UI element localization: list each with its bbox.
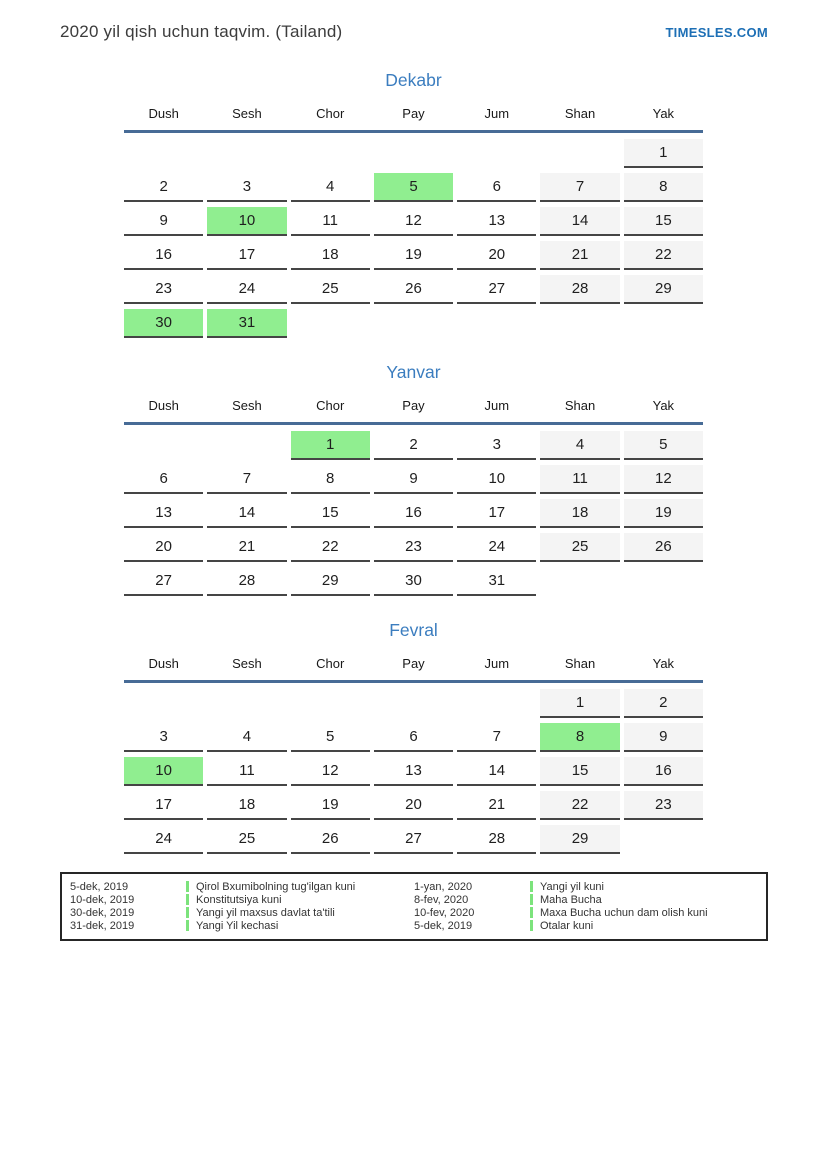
legend-date: 10-dek, 2019 [70, 893, 135, 906]
legend-date: 31-dek, 2019 [70, 919, 135, 932]
day-cell: 17 [124, 791, 203, 820]
brand-link[interactable]: TIMESLES.COM [665, 25, 768, 40]
weekday-label: Yak [652, 656, 675, 671]
weekday-label: Yak [652, 398, 675, 413]
holiday-day-cell: 10 [124, 757, 203, 786]
day-cell: 2 [124, 173, 203, 202]
week-row [124, 791, 703, 820]
legend-holiday-name: Maxa Bucha uchun dam olish kuni [540, 906, 708, 919]
holiday-day-cell: 31 [207, 309, 286, 338]
holiday-marker-icon [530, 894, 533, 905]
legend-date: 30-dek, 2019 [70, 906, 135, 919]
day-cell: 3 [207, 173, 286, 202]
legend-holiday-name: Otalar kuni [540, 919, 594, 932]
weekend-day-cell: 29 [624, 275, 703, 304]
weekday-label: Jum [484, 106, 510, 121]
day-cell: 12 [374, 207, 453, 236]
legend-item [414, 880, 758, 893]
empty-cell [291, 139, 370, 168]
day-cell: 20 [457, 241, 536, 270]
month-title: Dekabr [385, 70, 442, 90]
legend-date: 8-fev, 2020 [414, 893, 469, 906]
day-cell: 26 [291, 825, 370, 854]
weekend-day-cell: 25 [540, 533, 619, 562]
day-cell: 24 [207, 275, 286, 304]
empty-cell [624, 825, 703, 854]
empty-cell [124, 139, 203, 168]
weeks-grid [124, 689, 703, 854]
holiday-marker-icon [530, 881, 533, 892]
week-row [124, 207, 703, 236]
empty-cell [374, 139, 453, 168]
day-cell: 9 [374, 465, 453, 494]
day-cell: 23 [124, 275, 203, 304]
weekend-day-cell: 26 [624, 533, 703, 562]
day-cell: 28 [207, 567, 286, 596]
day-cell: 20 [374, 791, 453, 820]
day-cell: 21 [457, 791, 536, 820]
weekend-day-cell: 12 [624, 465, 703, 494]
day-cell: 21 [207, 533, 286, 562]
day-cell: 18 [291, 241, 370, 270]
weekday-label: Shan [564, 398, 596, 413]
holiday-day-cell: 30 [124, 309, 203, 338]
weekday-label: Jum [484, 398, 510, 413]
day-cell: 27 [124, 567, 203, 596]
weekday-label: Yak [652, 106, 675, 121]
day-cell: 13 [374, 757, 453, 786]
day-cell: 26 [374, 275, 453, 304]
day-cell: 24 [457, 533, 536, 562]
legend-item [414, 893, 758, 906]
weekend-day-cell: 4 [540, 431, 619, 460]
weekend-day-cell: 1 [540, 689, 619, 718]
weekend-day-cell: 22 [540, 791, 619, 820]
week-row [124, 241, 703, 270]
weekend-day-cell: 7 [540, 173, 619, 202]
week-row [124, 567, 703, 596]
day-cell: 11 [291, 207, 370, 236]
day-cell: 31 [457, 567, 536, 596]
weekday-label: Dush [148, 106, 179, 121]
week-row [124, 431, 703, 460]
day-cell: 13 [124, 499, 203, 528]
weekend-day-cell: 28 [540, 275, 619, 304]
empty-cell [291, 309, 370, 338]
weekday-label: Pay [402, 106, 425, 121]
weekday-label: Dush [148, 656, 179, 671]
weekday-label: Pay [402, 398, 425, 413]
legend-item [70, 880, 414, 893]
month-title: Fevral [389, 620, 438, 640]
week-row [124, 825, 703, 854]
legend-item [70, 906, 414, 919]
legend-date: 1-yan, 2020 [414, 880, 473, 893]
month-dekabr [124, 70, 703, 338]
legend-holiday-name: Yangi yil maxsus davlat ta'tili [196, 906, 335, 919]
empty-cell [124, 689, 203, 718]
week-row [124, 275, 703, 304]
empty-cell [124, 431, 203, 460]
empty-cell [207, 431, 286, 460]
day-cell: 7 [457, 723, 536, 752]
holiday-marker-icon [186, 894, 189, 905]
day-cell: 19 [291, 791, 370, 820]
day-cell: 4 [207, 723, 286, 752]
week-row [124, 173, 703, 202]
empty-cell [457, 309, 536, 338]
holiday-marker-icon [186, 907, 189, 918]
legend-date: 10-fev, 2020 [414, 906, 475, 919]
top-bar [0, 0, 827, 42]
day-cell: 3 [124, 723, 203, 752]
day-cell: 28 [457, 825, 536, 854]
empty-cell [540, 567, 619, 596]
day-cell: 6 [457, 173, 536, 202]
week-row [124, 689, 703, 718]
day-cell: 10 [457, 465, 536, 494]
weekend-day-cell: 14 [540, 207, 619, 236]
legend-holiday-name: Maha Bucha [540, 893, 602, 906]
week-row [124, 465, 703, 494]
weekend-day-cell: 29 [540, 825, 619, 854]
day-cell: 3 [457, 431, 536, 460]
day-cell: 15 [291, 499, 370, 528]
weekday-label: Chor [316, 106, 345, 121]
day-cell: 27 [457, 275, 536, 304]
legend-date: 5-dek, 2019 [414, 919, 473, 932]
day-cell: 23 [374, 533, 453, 562]
day-cell: 18 [207, 791, 286, 820]
day-cell: 22 [291, 533, 370, 562]
week-row [124, 309, 703, 338]
holiday-marker-icon [530, 920, 533, 931]
day-cell: 4 [291, 173, 370, 202]
week-row [124, 723, 703, 752]
week-row [124, 139, 703, 168]
legend-item [414, 919, 758, 932]
weekday-label: Pay [402, 656, 425, 671]
legend-holiday-name: Konstitutsiya kuni [196, 893, 282, 906]
day-cell: 5 [291, 723, 370, 752]
weekday-label: Sesh [232, 656, 262, 671]
empty-cell [540, 309, 619, 338]
empty-cell [624, 567, 703, 596]
weekend-day-cell: 22 [624, 241, 703, 270]
day-cell: 6 [374, 723, 453, 752]
empty-cell [457, 139, 536, 168]
weekend-day-cell: 11 [540, 465, 619, 494]
weekday-label: Sesh [232, 398, 262, 413]
weekend-day-cell: 5 [624, 431, 703, 460]
weekend-day-cell: 19 [624, 499, 703, 528]
month-fevral [124, 620, 703, 854]
day-cell: 25 [207, 825, 286, 854]
weekend-day-cell: 15 [624, 207, 703, 236]
weekday-label: Shan [564, 106, 596, 121]
day-cell: 20 [124, 533, 203, 562]
legend-column [70, 880, 414, 932]
weekend-day-cell: 15 [540, 757, 619, 786]
empty-cell [207, 689, 286, 718]
holiday-legend [60, 872, 768, 941]
day-cell: 12 [291, 757, 370, 786]
legend-holiday-name: Qirol Bxumibolning tug'ilgan kuni [196, 880, 356, 893]
legend-item [70, 919, 414, 932]
holiday-marker-icon [186, 881, 189, 892]
legend-holiday-name: Yangi Yil kechasi [196, 919, 279, 932]
holiday-day-cell: 1 [291, 431, 370, 460]
holiday-day-cell: 5 [374, 173, 453, 202]
week-row [124, 533, 703, 562]
empty-cell [624, 309, 703, 338]
empty-cell [457, 689, 536, 718]
legend-item [414, 906, 758, 919]
empty-cell [540, 139, 619, 168]
weekday-label: Sesh [232, 106, 262, 121]
empty-cell [374, 689, 453, 718]
weekend-day-cell: 16 [624, 757, 703, 786]
month-title: Yanvar [386, 362, 441, 382]
weeks-grid [124, 139, 703, 338]
empty-cell [207, 139, 286, 168]
day-cell: 7 [207, 465, 286, 494]
legend-date: 5-dek, 2019 [70, 880, 129, 893]
weekend-day-cell: 18 [540, 499, 619, 528]
legend-holiday-name: Yangi yil kuni [540, 880, 604, 893]
day-cell: 24 [124, 825, 203, 854]
day-cell: 30 [374, 567, 453, 596]
week-row [124, 499, 703, 528]
weekday-label: Shan [564, 656, 596, 671]
empty-cell [374, 309, 453, 338]
weekday-label: Dush [148, 398, 179, 413]
holiday-marker-icon [530, 907, 533, 918]
day-cell: 11 [207, 757, 286, 786]
weekend-day-cell: 8 [624, 173, 703, 202]
day-cell: 19 [374, 241, 453, 270]
weekend-day-cell: 2 [624, 689, 703, 718]
day-cell: 6 [124, 465, 203, 494]
weekend-day-cell: 1 [624, 139, 703, 168]
day-cell: 16 [374, 499, 453, 528]
weeks-grid [124, 431, 703, 596]
day-cell: 13 [457, 207, 536, 236]
month-yanvar [124, 362, 703, 596]
weekday-header-row [124, 398, 703, 425]
legend-item [70, 893, 414, 906]
day-cell: 17 [207, 241, 286, 270]
holiday-day-cell: 10 [207, 207, 286, 236]
day-cell: 16 [124, 241, 203, 270]
day-cell: 27 [374, 825, 453, 854]
day-cell: 2 [374, 431, 453, 460]
holiday-marker-icon [186, 920, 189, 931]
day-cell: 25 [291, 275, 370, 304]
day-cell: 14 [207, 499, 286, 528]
day-cell: 8 [291, 465, 370, 494]
page-title: 2020 yil qish uchun taqvim. (Tailand) [60, 22, 343, 41]
legend-column [414, 880, 758, 932]
months-container [124, 70, 703, 854]
weekday-header-row [124, 106, 703, 133]
day-cell: 14 [457, 757, 536, 786]
empty-cell [291, 689, 370, 718]
day-cell: 17 [457, 499, 536, 528]
weekday-label: Jum [484, 656, 510, 671]
weekday-header-row [124, 656, 703, 683]
day-cell: 29 [291, 567, 370, 596]
holiday-day-cell: 8 [540, 723, 619, 752]
weekend-day-cell: 21 [540, 241, 619, 270]
weekday-label: Chor [316, 656, 345, 671]
week-row [124, 757, 703, 786]
weekend-day-cell: 23 [624, 791, 703, 820]
weekday-label: Chor [316, 398, 345, 413]
weekend-day-cell: 9 [624, 723, 703, 752]
day-cell: 9 [124, 207, 203, 236]
